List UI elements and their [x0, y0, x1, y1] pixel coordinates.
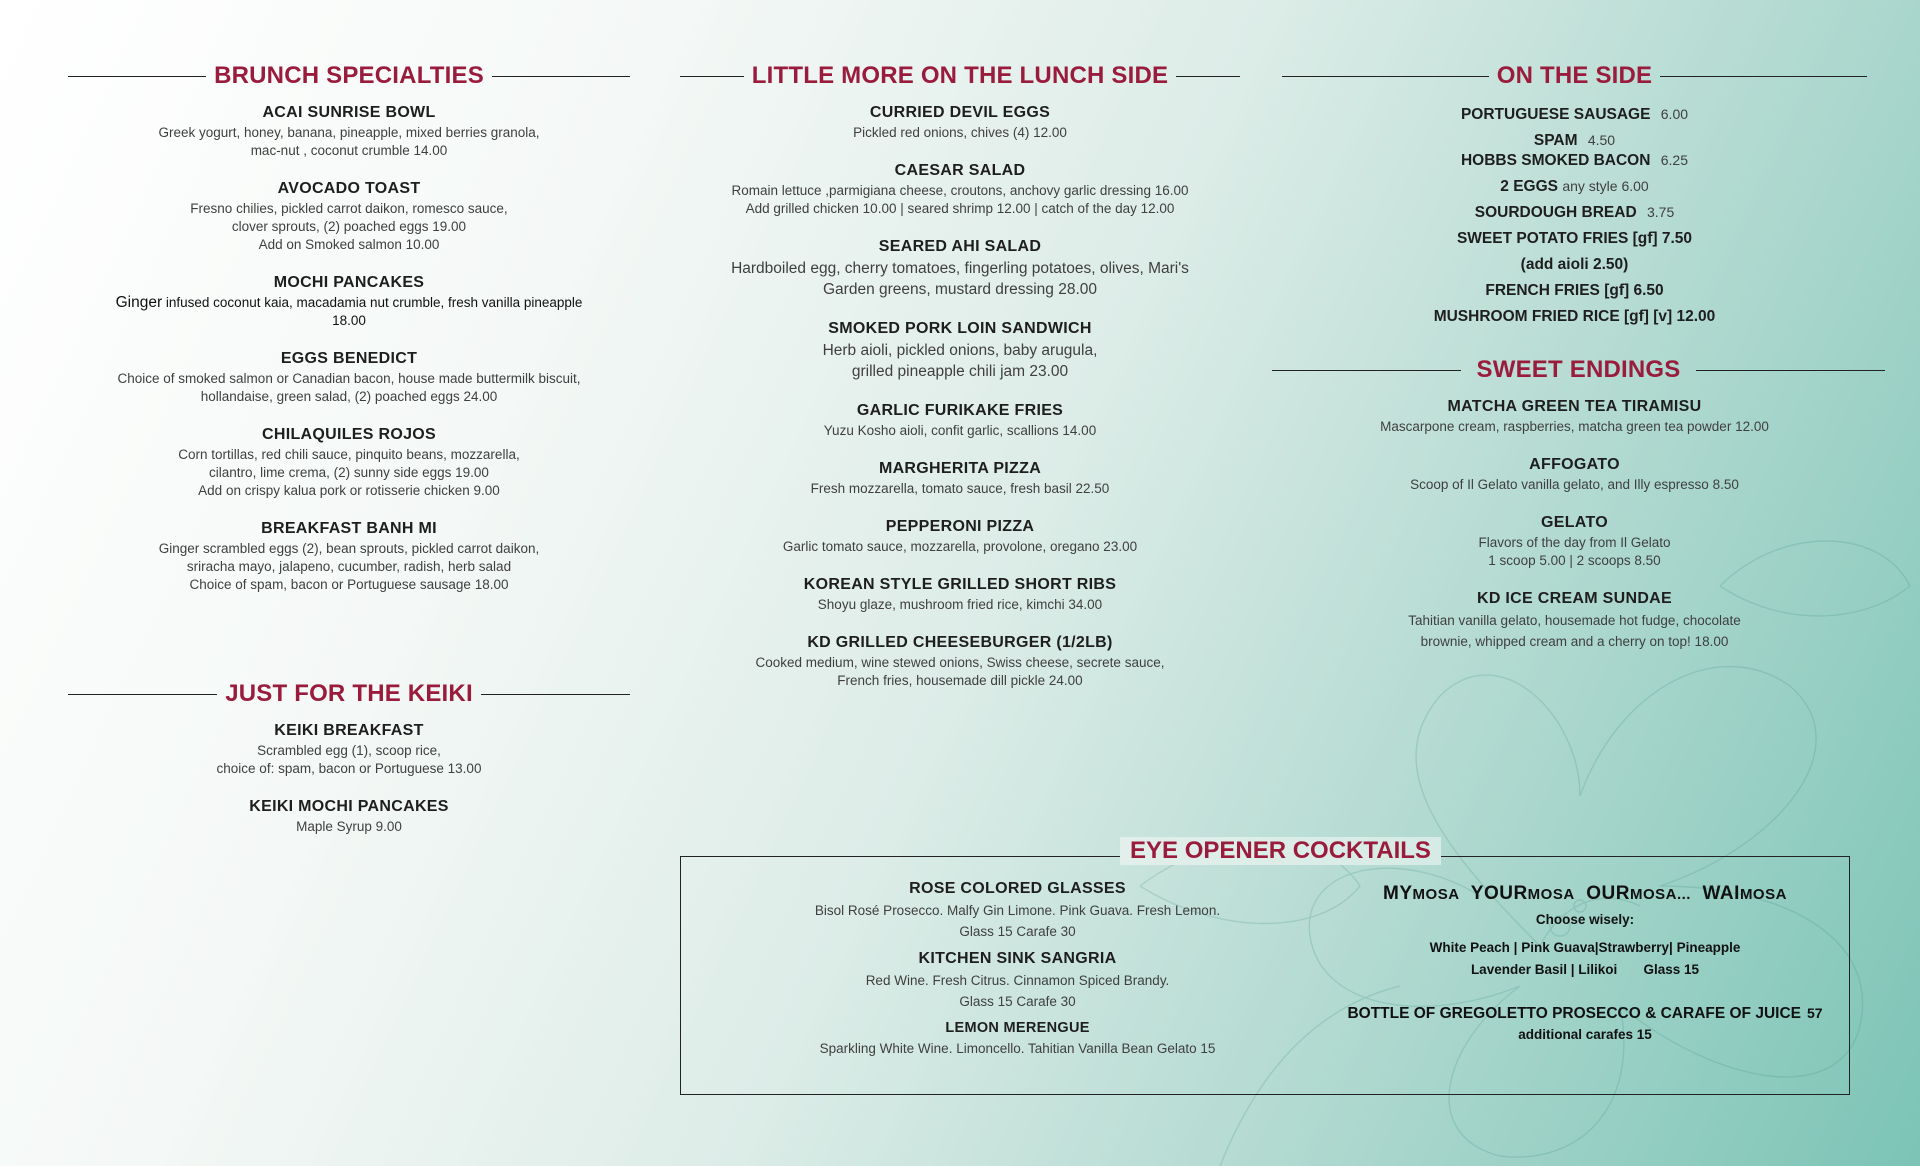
divider: [481, 694, 630, 695]
item-name: MARGHERITA PIZZA: [878, 460, 1042, 477]
menu-item: [68, 104, 630, 160]
item-description: Hardboiled egg, cherry tomatoes, fingerling potatoes, olives, Mari's Garden greens, mustard dressing 28.00: [731, 260, 1189, 298]
side-item: FRENCH FRIES [gf] 6.50: [1485, 282, 1664, 299]
item-description: Ginger scrambled eggs (2), bean sprouts, pickled carrot daikon, sriracha mayo, jalapeno, cucumber, radish, herb salad Choice of spam, bacon or Portuguese sausage 18.00: [158, 541, 540, 592]
lunch-column: [680, 58, 1240, 710]
divider: [1282, 76, 1489, 77]
menu-item: [680, 162, 1240, 218]
menu-item: [68, 426, 630, 500]
divider: [1660, 76, 1867, 77]
item-name: CURRIED DEVIL EGGS: [869, 104, 1051, 121]
menu-item: [1282, 514, 1867, 570]
menu-item: [680, 576, 1240, 614]
section-title: EYE OPENER COCKTAILS: [1120, 837, 1441, 865]
divider: [492, 76, 630, 77]
item-description: Herb aioli, pickled onions, baby arugula, grilled pineapple chili jam 23.00: [822, 342, 1098, 380]
item-name: AFFOGATO: [1529, 456, 1620, 473]
item-name: MATCHA GREEN TEA TIRAMISU: [1447, 398, 1702, 415]
item-description: Greek yogurt, honey, banana, pineapple, mixed berries granola, mac-nut , coconut crumble 14.00: [158, 125, 540, 158]
item-name: PEPPERONI PIZZA: [885, 518, 1035, 535]
menu-item: [680, 634, 1240, 690]
bottle-offer: BOTTLE OF GREGOLETTO PROSECCO & CARAFE OF JUICE 57: [1347, 1005, 1823, 1022]
item-description: Tahitian vanilla gelato, housemade hot fudge, chocolate brownie, whipped cream and a cherry on top! 18.00: [1408, 613, 1741, 649]
item-description: Romain lettuce ,parmigiana cheese, croutons, anchovy garlic dressing 16.00 Add grilled chicken 10.00 | seared shrimp 12.00 | catch of the day 12.00: [731, 183, 1189, 216]
side-item: SPAM 4.50: [1533, 132, 1616, 149]
menu-item: [680, 460, 1240, 498]
menu-item: [68, 274, 630, 330]
menu-item: [68, 520, 630, 594]
item-description: Ginger infused coconut kaia, macadamia nut crumble, fresh vanilla pineapple 18.00: [115, 294, 583, 328]
item-name: SMOKED PORK LOIN SANDWICH: [828, 320, 1092, 337]
item-description: Flavors of the day from Il Gelato 1 scoop 5.00 | 2 scoops 8.50: [1478, 535, 1671, 568]
item-description: Sparkling White Wine. Limoncello. Tahitian Vanilla Bean Gelato 15: [819, 1041, 1216, 1056]
side-section-header: [1282, 58, 1867, 94]
item-name: KEIKI BREAKFAST: [274, 722, 424, 739]
item-name: MOCHI PANCAKES: [273, 274, 425, 291]
side-item: SOURDOUGH BREAD 3.75: [1474, 204, 1675, 221]
section-title: SWEET ENDINGS: [1476, 356, 1681, 383]
item-name: ROSE COLORED GLASSES: [909, 880, 1126, 897]
menu-item: [680, 402, 1240, 440]
divider: [680, 76, 744, 77]
cocktail-item: [770, 950, 1265, 1012]
menu-item: [68, 798, 630, 836]
item-name: KD ICE CREAM SUNDAE: [1476, 590, 1673, 607]
divider: [1272, 370, 1461, 371]
item-description: Mascarpone cream, raspberries, matcha green tea powder 12.00: [1380, 419, 1769, 434]
sweet-section-header: [1272, 352, 1885, 388]
item-name: ACAI SUNRISE BOWL: [262, 104, 436, 121]
mimosa-flavors: White Peach | Pink Guava|Strawberry| Pineapple: [1429, 940, 1741, 955]
side-item: SWEET POTATO FRIES [gf] 7.50: [1456, 230, 1693, 247]
item-description: Yuzu Kosho aioli, confit garlic, scallions 14.00: [823, 423, 1097, 438]
item-description: Cooked medium, wine stewed onions, Swiss cheese, secrete sauce, French fries, housemade dill pickle 24.00: [755, 655, 1165, 688]
cocktail-item: [770, 1020, 1265, 1059]
item-description: Garlic tomato sauce, mozzarella, provolone, oregano 23.00: [782, 539, 1138, 554]
item-name: GARLIC FURIKAKE FRIES: [856, 402, 1064, 419]
item-description: Pickled red onions, chives (4) 12.00: [853, 125, 1067, 140]
divider: [1176, 76, 1240, 77]
side-item: (add aioli 2.50): [1520, 256, 1629, 273]
menu-item: [1282, 590, 1867, 652]
menu-item: [680, 104, 1240, 142]
item-name: BREAKFAST BANH MI: [261, 520, 437, 537]
divider: [68, 694, 217, 695]
divider: [68, 76, 206, 77]
cocktail-item: [770, 880, 1265, 942]
menu-item: [1282, 456, 1867, 494]
menu-item: [68, 180, 630, 254]
menu-item: [68, 350, 630, 406]
section-title: BRUNCH SPECIALTIES: [214, 62, 484, 89]
item-description: Fresno chilies, pickled carrot daikon, romesco sauce, clover sprouts, (2) poached eggs 19.00 Add on Smoked salmon 10.00: [190, 201, 508, 252]
side-item: MUSHROOM FRIED RICE [gf] [v] 12.00: [1433, 308, 1716, 325]
mimosa-title: MYMOSA YOURMOSA OURMOSA... WAIMOSA: [1383, 883, 1787, 904]
mimosa-choose: Choose wisely:: [1535, 912, 1635, 927]
side-item: 2 EGGS any style 6.00: [1500, 178, 1649, 195]
item-name: EGGS BENEDICT: [280, 350, 418, 367]
item-name: AVOCADO TOAST: [277, 180, 421, 197]
brunch-items: [68, 104, 630, 594]
item-description: Red Wine. Fresh Citrus. Cinnamon Spiced Brandy. Glass 15 Carafe 30: [865, 973, 1170, 1009]
item-name: KOREAN STYLE GRILLED SHORT RIBS: [803, 576, 1117, 593]
lunch-items: [680, 104, 1240, 690]
item-name: GELATO: [1541, 514, 1608, 531]
side-item: HOBBS SMOKED BACON 6.25: [1460, 152, 1688, 169]
keiki-items: [68, 722, 630, 836]
divider: [1696, 370, 1885, 371]
section-title: JUST FOR THE KEIKI: [225, 680, 473, 707]
item-description: Choice of smoked salmon or Canadian bacon, house made buttermilk biscuit, hollandaise, green salad, (2) poached eggs 24.00: [117, 371, 581, 404]
item-name: KEIKI MOCHI PANCAKES: [249, 798, 449, 815]
mimosa-panel: [1330, 883, 1840, 1042]
item-name: LEMON MERENGUE: [945, 1020, 1090, 1036]
item-description: Scoop of Il Gelato vanilla gelato, and Illy espresso 8.50: [1410, 477, 1739, 492]
mimosa-flavors: Lavender Basil | Lilikoi Glass 15: [1470, 962, 1700, 977]
item-description: Maple Syrup 9.00: [296, 819, 402, 834]
brunch-column: [68, 58, 630, 856]
menu-item: [680, 518, 1240, 556]
menu-item: [68, 722, 630, 778]
carafe-offer: additional carafes 15: [1518, 1027, 1652, 1042]
item-description: Bisol Rosé Prosecco. Malfy Gin Limone. Pink Guava. Fresh Lemon. Glass 15 Carafe 30: [814, 903, 1221, 939]
item-description: Fresh mozzarella, tomato sauce, fresh basil 22.50: [810, 481, 1110, 496]
item-name: CHILAQUILES ROJOS: [261, 426, 436, 443]
section-title: ON THE SIDE: [1496, 62, 1653, 89]
menu-item: [680, 320, 1240, 382]
side-item: PORTUGUESE SAUSAGE 6.00: [1460, 106, 1689, 123]
section-title: LITTLE MORE ON THE LUNCH SIDE: [751, 62, 1169, 89]
item-name: CAESAR SALAD: [894, 162, 1026, 179]
item-description: Corn tortillas, red chili sauce, pinquito beans, mozzarella, cilantro, lime crema, (2) sunny side eggs 19.00 Add on crispy kalua pork or rotisserie chicken 9.00: [178, 447, 520, 498]
menu-item: [680, 238, 1240, 300]
lunch-section-header: [680, 58, 1240, 94]
side-column: [1282, 58, 1867, 672]
sweet-items: [1282, 398, 1867, 652]
side-list: [1282, 106, 1867, 326]
item-name: KD GRILLED CHEESEBURGER (1/2LB): [807, 634, 1113, 651]
menu-item: [1282, 398, 1867, 436]
brunch-section-header: [68, 58, 630, 94]
cocktail-list: [770, 880, 1265, 1067]
item-description: Scrambled egg (1), scoop rice, choice of: spam, bacon or Portuguese 13.00: [216, 743, 482, 776]
keiki-section-header: [68, 676, 630, 712]
item-name: SEARED AHI SALAD: [878, 238, 1042, 255]
item-name: KITCHEN SINK SANGRIA: [918, 950, 1117, 967]
item-description: Shoyu glaze, mushroom fried rice, kimchi 34.00: [817, 597, 1103, 612]
